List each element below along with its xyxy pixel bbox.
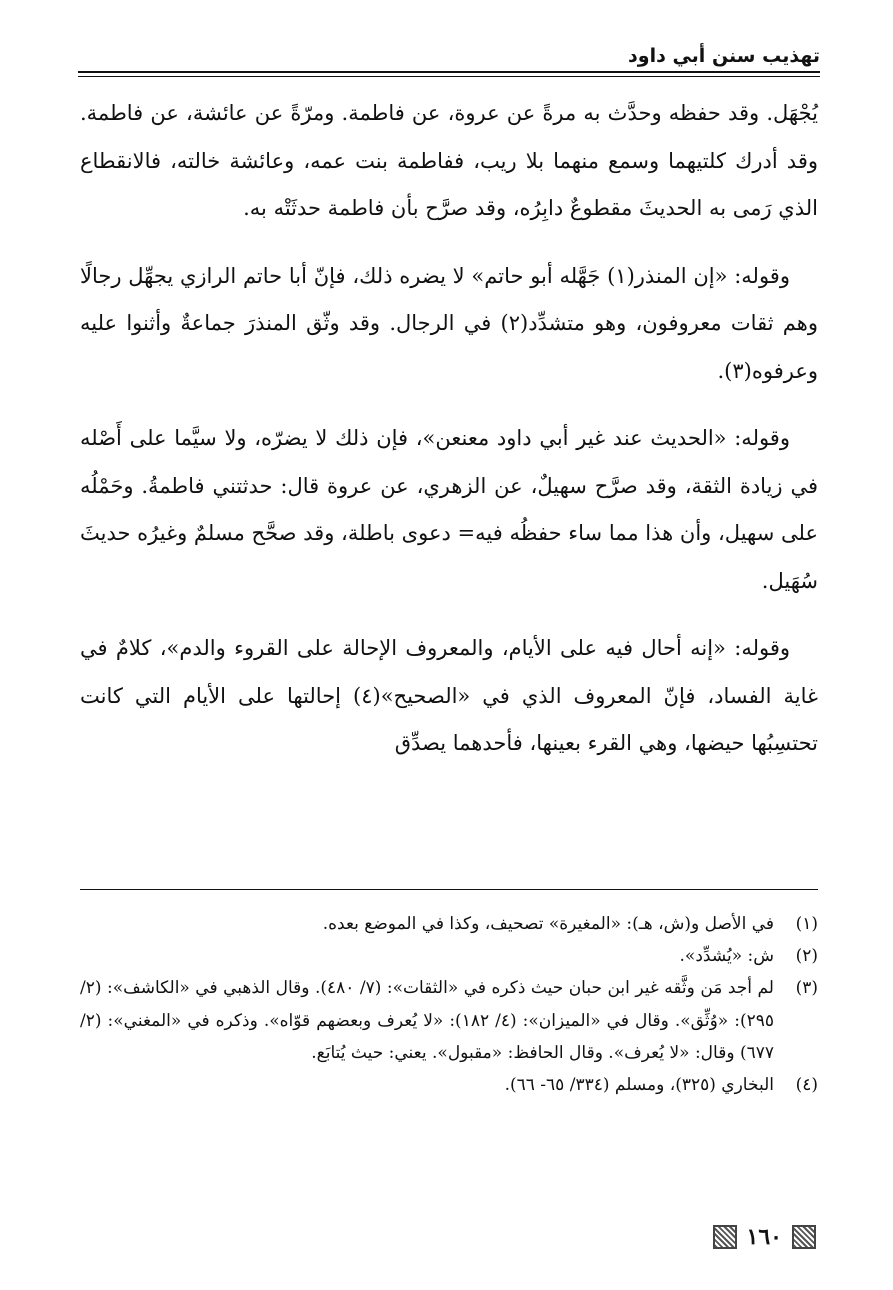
header-rule-thick xyxy=(78,71,820,73)
footnote-text: البخاري (٣٢٥)، ومسلم (٣٣٤/ ٦٥- ٦٦). xyxy=(504,1075,774,1096)
header-rule-thin xyxy=(78,76,820,77)
ornament-icon xyxy=(713,1225,737,1249)
page-number: ١٦٠ xyxy=(746,1224,782,1250)
footnote-3 xyxy=(80,972,818,1069)
paragraph-3: وقوله: «الحديث عند غير أبي داود معنعن»، فإن ذلك لا يضرّه، ولا سيَّما على أَصْله في زيادة الثقة، وقد صرَّح سهيلٌ، عن الزهري، عن عروة قال: حدثتني فاطمةُ. وحَمْلُه على سهيل، وأن هذا مما ساء حفظُه فيه= دعوى باطلة، وقد صحَّح مسلمٌ وغيرُه حديثَ سُهَيل. xyxy=(80,426,818,593)
footnote-4 xyxy=(80,1069,818,1101)
footnote-number: (٢) xyxy=(795,946,818,967)
footnote-separator xyxy=(80,889,818,890)
running-head-title: تهذيب سنن أبي داود xyxy=(628,45,820,67)
main-text xyxy=(80,90,818,768)
footnote-text: لم أجد مَن وثَّقه غير ابن حبان حيث ذكره في «الثقات»: (٧/ ٤٨٠). وقال الذهبي في «الكاشف»: (٢/ ٢٩٥): «وُثِّق». وقال في «الميزان»: (٤/ ١٨٢): «لا يُعرف وبعضهم قوّاه». وذكره في «المغني»: (٢/ ٦٧٧) وقال: «لا يُعرف». وقال الحافظ: «مقبول». يعني: حيث يُتابَع. xyxy=(80,978,774,1063)
paragraph-1: يُجْهَل. وقد حفظه وحدَّث به مرةً عن عروة، عن فاطمة. ومرّةً عن عائشة، عن فاطمة. وقد أدرك كلتيهما وسمع منهما بلا ريب، ففاطمة بنت عمه، وعائشة خالته، فالانقطاع الذي رَمى به الحديثَ مقطوعٌ دابِرُه، وقد صرَّح بأن فاطمة حدثَتْه به. xyxy=(80,101,818,220)
footnote-text: ش: «يُشدِّد». xyxy=(679,946,774,967)
footnote-1 xyxy=(80,908,818,940)
footnote-number: (٣) xyxy=(795,978,818,999)
paragraph-4: وقوله: «إنه أحال فيه على الأيام، والمعروف الإحالة على القروء والدم»، كلامٌ في غاية الفساد، فإنّ المعروف الذي في «الصحيح»(٤) إحالتها على الأيام التي كانت تحتسِبُها حيضها، وهي القرء بعينها، فأحدهما يصدِّق xyxy=(80,636,818,755)
footnote-number: (٤) xyxy=(795,1075,818,1096)
footnote-number: (١) xyxy=(795,914,818,934)
page-folio xyxy=(712,1220,816,1254)
footnote-2 xyxy=(80,940,818,972)
paragraph-2: وقوله: «إن المنذر(١) جَهَّله أبو حاتم» لا يضره ذلك، فإنّ أبا حاتم الرازي يجهِّل رجالًا وهم ثقات معروفون، وهو متشدِّد(٢) في الرجال. وقد وثّق المنذرَ جماعةٌ وأثنوا عليه وعرفوه(٣). xyxy=(80,263,818,383)
footnotes xyxy=(80,908,818,1101)
ornament-icon xyxy=(792,1225,816,1249)
footnote-text: في الأصل و(ش، هـ): «المغيرة» تصحيف، وكذا في الموضع بعده. xyxy=(322,914,774,934)
